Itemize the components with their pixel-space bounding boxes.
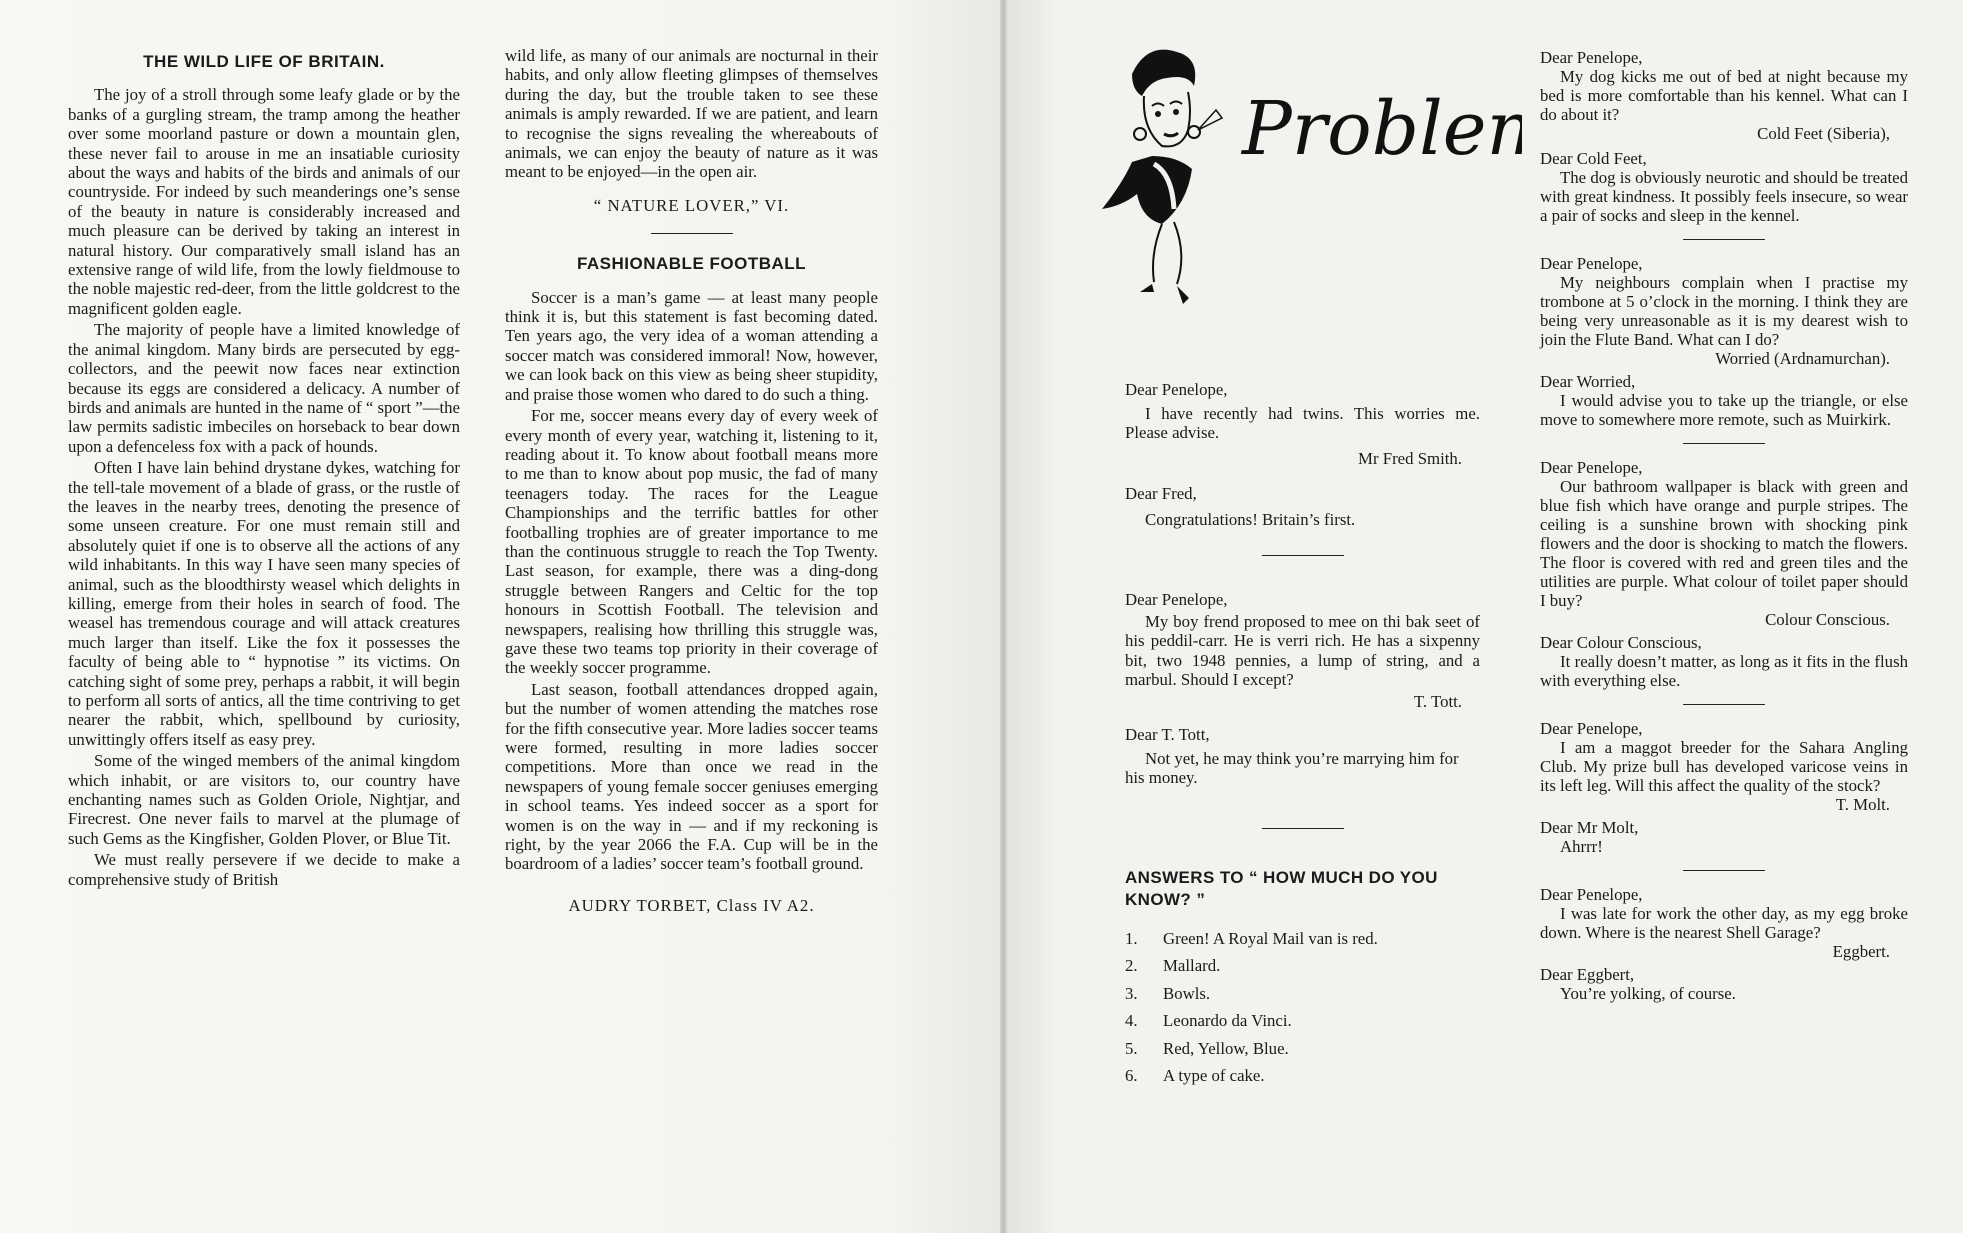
letter-signoff: Colour Conscious. xyxy=(1765,610,1890,629)
letter-greeting: Dear Penelope, xyxy=(1540,719,1643,738)
letter-body: I was late for work the other day, as my egg broke down. Where is the nearest Shell Garage? xyxy=(1540,904,1908,942)
divider xyxy=(1262,555,1344,556)
answer-item: 6. A type of cake. xyxy=(1125,1066,1265,1085)
letter-body: My boy frend proposed to mee on thi bak seet of his peddil-carr. He is verri rich. He has a sixpenny bit, two 1948 pennies, a lump of string, and a marbul. Should I except? xyxy=(1125,611,1480,689)
answer-item: 3. Bowls. xyxy=(1125,983,1211,1003)
answers-list xyxy=(1125,925,1480,1090)
cartoon-woman-icon xyxy=(1092,34,1522,346)
letter-greeting: Dear Mr Molt, xyxy=(1540,818,1639,837)
article-paragraph: The joy of a stroll through some leafy glade or by the banks of a gurgling stream, the tramp among the heather over some moorland pasture or down a mountain glen, these never fail to arouse in me an insatiable curiosity about the ways and habits of the birds and animals of our countryside. For indeed by such meanderings one’s sense of the beauty in nature is considerably increased and much pleasure can be derived by taking an interest in natural history. Our comparatively small island has an extensive range of wild life, from the lowly fieldmouse to the noble majestic red-deer, from the little goldcrest to the magnificent golden eagle. xyxy=(68,85,460,318)
letter-body: The dog is obviously neurotic and should be treated with great kindness. It possibly feels insecure, so wear a pair of socks and sleep in the kennel. xyxy=(1540,168,1908,225)
article-heading: THE WILD LIFE OF BRITAIN. xyxy=(143,52,385,71)
problem-page-title: Proble xyxy=(1242,86,1487,172)
article-continuation: wild life, as many of our animals are nocturnal in their habits, and only allow fleeting glimpses of themselves during the day, but the trouble taken to see these animals is amply rewarded. If we are patient, and learn to recognise the signs revealing the whereabouts of animals, we can enjoy the beauty of nature as it was meant to be enjoyed—in the open air. xyxy=(505,46,878,182)
letter-body: My dog kicks me out of bed at night because my bed is more comfortable than his kennel. What can I do about it? xyxy=(1540,67,1908,124)
article-paragraph: Last season, football attendances dropped again, but the number of women attending the matches rose for the fifth consecutive year. More ladies soccer teams were formed, resulting in more ladies soccer competitions. More than once we read in the newspapers of young female soccer geniuses emerging in school teams. Yes indeed soccer as a sport for women is on the way in — and if my reckoning is right, by the year 2066 the F.A. Cup will be in the boardroom of a ladies’ soccer team’s football ground. xyxy=(505,679,878,874)
letter-greeting: Dear Cold Feet, xyxy=(1540,149,1647,168)
letters-column-1 xyxy=(1125,380,1480,1090)
letter-greeting: Dear Penelope, xyxy=(1125,380,1228,399)
answer-item: 5. Red, Yellow, Blue. xyxy=(1125,1038,1289,1058)
letter-greeting: Dear Penelope, xyxy=(1540,885,1643,904)
letter-body: Congratulations! Britain’s first. xyxy=(1145,509,1356,529)
letter-signoff: T. Tott. xyxy=(1413,691,1462,711)
divider xyxy=(651,233,733,234)
letter-body: Not yet, he may think you’re marrying him for his money. xyxy=(1125,748,1459,787)
letters-column-2 xyxy=(1540,48,1908,1003)
letter-greeting: Dear Penelope, xyxy=(1540,254,1643,273)
divider xyxy=(1262,828,1344,829)
letter-body: I would advise you to take up the triangle, or else move to somewhere more remote, such as Muirkirk. xyxy=(1540,391,1908,429)
letter-signoff: Worried (Ardnamurchan). xyxy=(1715,349,1890,368)
letter-signoff: Cold Feet (Siberia), xyxy=(1757,124,1890,143)
divider xyxy=(1683,704,1765,705)
letter-body: I am a maggot breeder for the Sahara Angling Club. My prize bull has developed varicose veins in its left leg. Will this affect the quality of the stock? xyxy=(1540,738,1908,795)
letter-signoff: Eggbert. xyxy=(1832,942,1890,961)
letter-body: Our bathroom wallpaper is black with green and blue fish which have orange and purple stripes. The ceiling is a sunshine brown with shocking pink flowers and the door is shocking to match the flowers. The floor is covered with red and green tiles and the utilities are purple. What colour of toilet paper should I buy? xyxy=(1540,477,1908,610)
article-paragraph: The majority of people have a limited knowledge of the animal kingdom. Many birds are persecuted by egg-collectors, and the peewit now faces near extinction because its eggs are considered a delicacy. A number of birds and animals are hunted in the name of “ sport ”—the law permits sadistic imbeciles on horseback to bear down upon a defenceless fox with a pack of hounds. xyxy=(68,320,460,456)
article-paragraph: Often I have lain behind drystane dykes, watching for the tell-tale movement of a blade of grass, or the rustle of the leaves in the nearby trees, denoting the presence of some unseen creature. For one must remain still and absolutely quiet if one is to observe all the actions of any wild inhabitants. In this way I have seen many species of animal, such as the bloodthirsty weasel which delights in killing, emerge from their holes in search of food. The weasel has tremendous courage and will attack creatures much larger than itself. Like the fox it possesses the faculty of being able to “ hypnotise ” its victims. On catching sight of some prey, perhaps a rabbit, it will begin to perform all sorts of antics, all the time contriving to get nearer the rabbit, which, spellbound by curiosity, unwittingly offers itself as easy prey. xyxy=(68,458,460,749)
article-paragraph: For me, soccer means every day of every week of every month of every year, watching it, listening to it, reading about it. To know about football means more to me than to know about pop music, the fad of many teenagers today. The races for the League Championships and the terrific battles for other footballing trophies are of greater importance to me than the continuous struggle to reach the Top Twenty. Last season, for example, there was a ding-dong struggle between Rangers and Celtic for the top honours in Scottish Football. The television and newspapers, realising how thrilling this struggle was, gave these two teams top priority in their coverage of the weekly soccer programme. xyxy=(505,406,878,678)
divider xyxy=(1683,443,1765,444)
article-paragraph: Some of the winged members of the animal kingdom which inhabit, or are visitors to, our country have enchanting names such as Golden Oriole, Nightjar, and Firecrest. One never fails to marvel at the plumage of such Gems as the Kingfisher, Golden Plover, or Blue Tit. xyxy=(68,751,460,848)
divider xyxy=(1683,239,1765,240)
article-paragraph: We must really persevere if we decide to make a comprehensive study of British xyxy=(68,850,460,889)
article-signature: “ NATURE LOVER,” VI. xyxy=(593,195,790,215)
letter-greeting: Dear Penelope, xyxy=(1540,48,1643,67)
wildlife-article xyxy=(68,52,460,889)
answer-item: 4. Leonardo da Vinci. xyxy=(1125,1011,1292,1030)
answer-item: 1. Green! A Royal Mail van is red. xyxy=(1125,928,1378,948)
letter-greeting: Dear Eggbert, xyxy=(1540,965,1635,984)
article-heading: FASHIONABLE FOOTBALL xyxy=(576,254,807,274)
letter-body: You’re yolking, of course. xyxy=(1560,984,1736,1003)
letter-signoff: T. Molt. xyxy=(1835,795,1890,814)
answer-item: 2. Mallard. xyxy=(1125,956,1221,975)
answers-heading: ANSWERS TO “ HOW MUCH DO YOU KNOW? ” xyxy=(1125,867,1438,909)
article-paragraph: Soccer is a man’s game — at least many people think it is, but this statement is fast becoming dated. Ten years ago, the very idea of a woman attending a soccer match was considered immoral! Now, however, we can look back on this view as being sheer stupidity, and praise those women who dared to do such a thing. xyxy=(505,287,878,404)
letter-body: I have recently had twins. This worries me. Please advise. xyxy=(1125,403,1480,442)
letter-greeting: Dear Colour Conscious, xyxy=(1540,633,1702,652)
letter-greeting: Dear Penelope, xyxy=(1125,590,1228,609)
letter-greeting: Dear T. Tott, xyxy=(1125,725,1210,744)
football-article xyxy=(505,46,878,915)
letter-greeting: Dear Worried, xyxy=(1540,372,1636,391)
letter-greeting: Dear Penelope, xyxy=(1540,458,1643,477)
letter-body: Ahrrr! xyxy=(1560,837,1603,856)
letter-greeting: Dear Fred, xyxy=(1125,484,1197,503)
article-signature: AUDRY TORBET, Class IV A2. xyxy=(568,895,815,915)
page-gutter xyxy=(1000,0,1007,1233)
letter-signoff: Mr Fred Smith. xyxy=(1358,448,1462,468)
letter-body: It really doesn’t matter, as long as it fits in the flush with everything else. xyxy=(1540,652,1908,690)
letter-body: My neighbours complain when I practise my trombone at 5 o’clock in the morning. I think they are being very unreasonable as it is my dearest wish to join the Flute Band. What can I do? xyxy=(1540,273,1908,349)
divider xyxy=(1683,870,1765,871)
problem-page-illustration xyxy=(1092,34,1522,346)
